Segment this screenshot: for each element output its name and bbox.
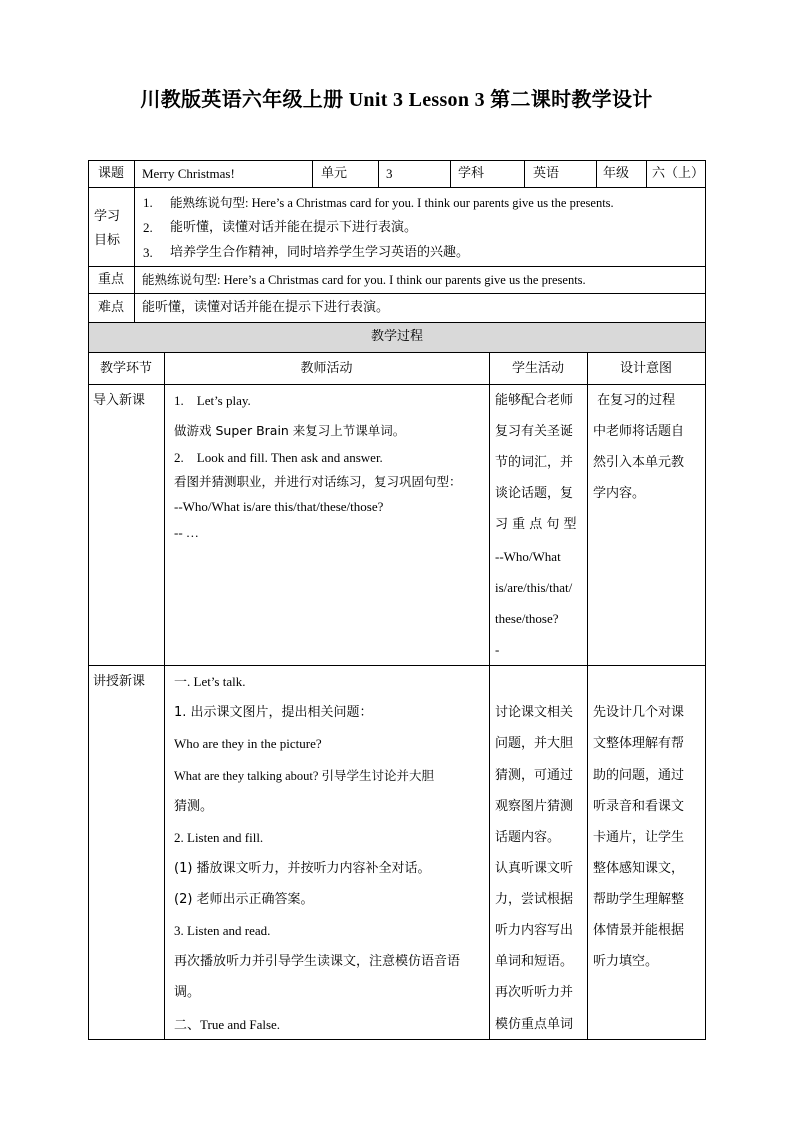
topic-value: Merry Christmas!: [142, 166, 235, 181]
intro-student-3: 节的词汇，并: [495, 455, 574, 470]
new-design-8: 帮助学生理解整: [593, 892, 685, 907]
intro-student-8: these/those?: [495, 611, 559, 626]
subject-value: 英语: [533, 166, 560, 181]
new-teacher-8: (2) 老师出示正确答案。: [174, 892, 314, 907]
objective-text-3: 培养学生合作精神，同时培养学生学习英语的兴趣。: [170, 245, 470, 260]
unit-value: 3: [386, 166, 393, 181]
new-teacher-6: 2. Listen and fill.: [174, 830, 264, 845]
new-student-12: 模仿重点单词: [495, 1017, 574, 1032]
intro-student-9: -: [495, 642, 500, 657]
new-student-11: 再次听听力并: [495, 985, 574, 1000]
intro-design-1: 在复习的过程: [593, 393, 676, 408]
grade-value: 六（上）: [652, 166, 705, 181]
intro-teacher-5: --Who/What is/are this/that/these/those?: [174, 499, 384, 514]
process-header: 教学过程: [370, 329, 423, 344]
intro-teacher-3: 2. Look and fill. Then ask and answer.: [174, 450, 383, 465]
page-title: 川教版英语六年级上册 Unit 3 Lesson 3 第二课时教学设计: [140, 89, 653, 111]
new-student-9: 听力内容写出: [495, 923, 574, 938]
new-student-2: 讨论课文相关: [495, 705, 574, 720]
new-design-10: 听力填空。: [593, 954, 659, 969]
intro-student-7: is/are/this/that/: [495, 580, 573, 595]
objective-num-2: 2.: [143, 220, 153, 235]
new-teacher-7: (1) 播放课文听力，并按听力内容补全对话。: [174, 861, 431, 876]
grade-label: 年级: [603, 166, 630, 181]
new-teacher-11: 调。: [174, 985, 201, 1000]
col-student: 学生活动: [511, 361, 564, 376]
lesson-plan-table: [88, 160, 706, 1040]
new-design-4: 助的问题，通过: [593, 768, 685, 783]
difficulty-text: 能听懂，读懂对话并能在提示下进行表演。: [142, 300, 390, 315]
new-teacher-3: Who are they in the picture?: [174, 736, 322, 751]
col-teacher: 教师活动: [300, 361, 353, 376]
new-teacher-5: 猜测。: [174, 799, 214, 814]
new-student-4: 猜测，可通过: [495, 768, 574, 783]
intro-design-4: 学内容。: [593, 486, 646, 501]
topic-label: 课题: [97, 166, 124, 181]
col-design: 设计意图: [619, 361, 672, 376]
stage-new: 讲授新课: [93, 674, 146, 689]
new-student-3: 问题，并大胆: [495, 736, 574, 751]
objectives-label-2: 目标: [94, 233, 121, 248]
new-design-7: 整体感知课文，: [593, 861, 685, 876]
new-design-5: 听录音和看课文: [593, 799, 685, 814]
key-point-label: 重点: [97, 272, 124, 287]
objectives-label-1: 学习: [94, 209, 121, 224]
objective-num-3: 3.: [143, 245, 153, 260]
new-teacher-2: 1. 出示课文图片，提出相关问题：: [174, 705, 373, 720]
intro-design-3: 然引入本单元教: [593, 455, 685, 470]
objective-num-1: 1.: [143, 195, 153, 210]
intro-design-2: 中老师将话题自: [593, 424, 685, 439]
col-stage: 教学环节: [99, 361, 152, 376]
intro-student-5: 习 重 点 句 型: [495, 517, 577, 532]
intro-teacher-4: 看图并猜测职业，并进行对话练习，复习巩固句型：: [174, 474, 462, 489]
intro-student-2: 复习有关圣诞: [495, 424, 574, 439]
intro-student-4: 谈论话题，复: [495, 486, 574, 501]
new-teacher-12: 二、True and False.: [174, 1017, 281, 1032]
intro-teacher-2: 做游戏 Super Brain 来复习上节课单词。: [174, 423, 406, 438]
new-student-6: 话题内容。: [495, 830, 561, 845]
new-student-10: 单词和短语。: [495, 954, 574, 969]
difficulty-label: 难点: [97, 300, 124, 315]
new-design-9: 体情景并能根据: [593, 923, 685, 938]
subject-label: 学科: [458, 166, 485, 181]
new-student-8: 力，尝试根据: [495, 892, 574, 907]
new-teacher-1: 一. Let’s talk.: [174, 674, 246, 689]
new-student-5: 观察图片猜测: [495, 799, 574, 814]
intro-student-1: 能够配合老师: [495, 393, 574, 408]
new-teacher-9: 3. Listen and read.: [174, 923, 271, 938]
intro-teacher-1: 1. Let’s play.: [174, 393, 251, 408]
unit-label: 单元: [321, 166, 348, 181]
objective-text-2: 能听懂，读懂对话并能在提示下进行表演。: [170, 220, 418, 235]
stage-intro: 导入新课: [93, 393, 146, 408]
new-design-6: 卡通片，让学生: [593, 830, 685, 845]
new-teacher-10: 再次播放听力并引导学生读课文，注意模仿语音语: [174, 954, 461, 969]
intro-student-6: --Who/What: [495, 549, 561, 564]
new-design-3: 文整体理解有帮: [593, 736, 685, 751]
objective-text-1: 能熟练说句型: Here’s a Christmas card for you. I think our parents give us the presents.: [170, 196, 614, 210]
new-student-7: 认真听课文听: [495, 861, 574, 876]
intro-teacher-6: -- …: [174, 525, 199, 540]
key-point-text: 能熟练说句型: Here’s a Christmas card for you. I think our parents give us the presents.: [142, 273, 586, 287]
new-teacher-4: What are they talking about? 引导学生讨论并大胆: [174, 769, 435, 783]
new-design-2: 先设计几个对课: [593, 705, 685, 720]
